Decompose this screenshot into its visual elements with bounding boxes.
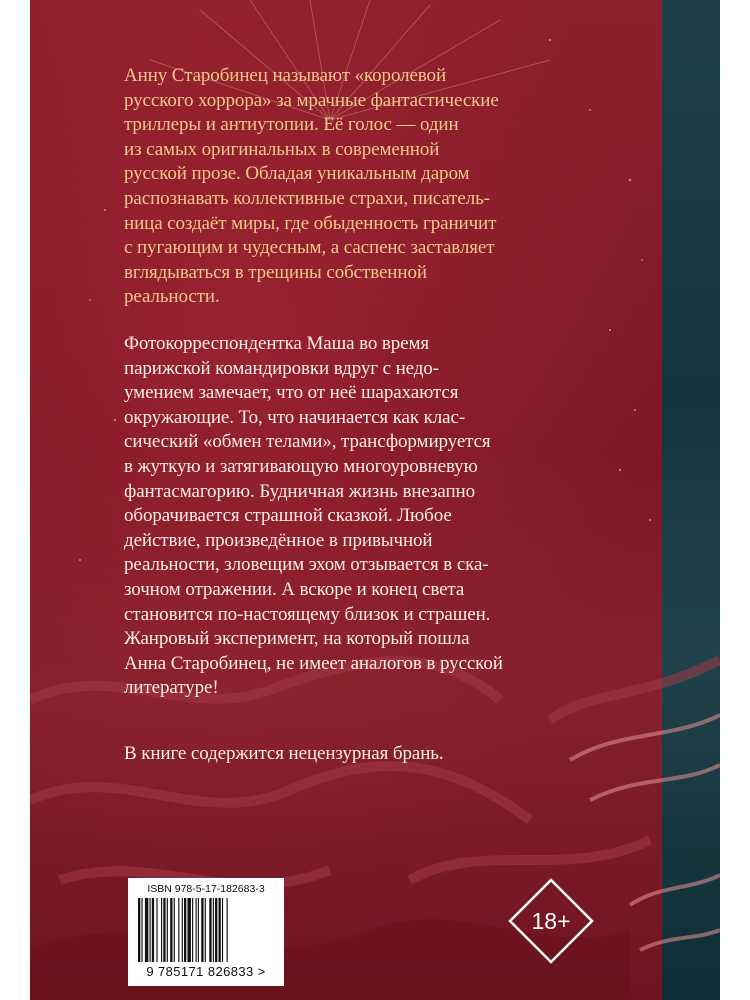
blurb-line: с пугающим и чудесным, а саспенс заставляет [124, 237, 495, 259]
blurb-line: зочном отражении. А вскоре и конец света [124, 578, 465, 600]
blurb-line: русского хоррора» за мрачные фантастические [124, 89, 499, 111]
blurb-line: из самых оригинальных в современной [124, 138, 440, 160]
blurb-line: фантасмагорию. Будничная жизнь внезапно [124, 480, 476, 502]
blurb-line: Жанровый эксперимент, на который пошла [124, 628, 470, 650]
blurb-line: ница создаёт миры, где обыденность граничит [124, 212, 497, 234]
blurb-line: в жуткую и затягивающую многоуровневую [124, 455, 478, 477]
blurb-line: оборачивается страшной сказкой. Любое [124, 505, 452, 527]
blurb-line: окружающие. То, что начинается как клас- [124, 406, 466, 428]
blurb-line: умением замечает, что от неё шарахаются [124, 382, 459, 404]
profanity-warning: В книге содержится нецензурная брань. [124, 743, 444, 764]
author-intro-blurb [124, 64, 584, 310]
isbn-digits: 9 785171 826833 > [146, 964, 266, 979]
blurb-line: Фотокорреспондентка Маша во время [124, 333, 430, 354]
plot-summary-blurb [124, 332, 584, 701]
barcode-bars [136, 898, 276, 962]
blurb-line: сический «обмен телами», трансформируется [124, 431, 491, 453]
age-rating-text: 18+ [531, 907, 571, 934]
age-rating-badge [508, 878, 594, 964]
blurb-line: распознавать коллективные страхи, писатель- [124, 187, 490, 209]
isbn-label: ISBN 978-5-17-182683-3 [147, 883, 265, 895]
blurb-line: действие, произведённое в привычной [124, 529, 433, 551]
isbn-barcode [128, 878, 284, 986]
blurb-line: русской прозе. Обладая уникальным даром [124, 163, 470, 185]
blurb-line: реальности, зловещим эхом отзывается в ска- [124, 554, 489, 576]
blurb-line: триллеры и антиутопии. Её голос — один [124, 114, 459, 136]
book-back-cover [30, 0, 720, 1000]
blurb-line: литературе! [124, 677, 219, 699]
blurb-line: становится по-настоящему близок и страшен. [124, 603, 491, 625]
blurb-line: вглядываться в трещины собственной [124, 261, 427, 283]
blurb-line: Анну Старобинец называют «королевой [124, 65, 447, 86]
blurb-line: реальности. [124, 286, 220, 308]
blurb-line: Анна Старобинец, не имеет аналогов в русской [124, 652, 503, 674]
blurb-line: парижской командировки вдруг с недо- [124, 357, 439, 379]
